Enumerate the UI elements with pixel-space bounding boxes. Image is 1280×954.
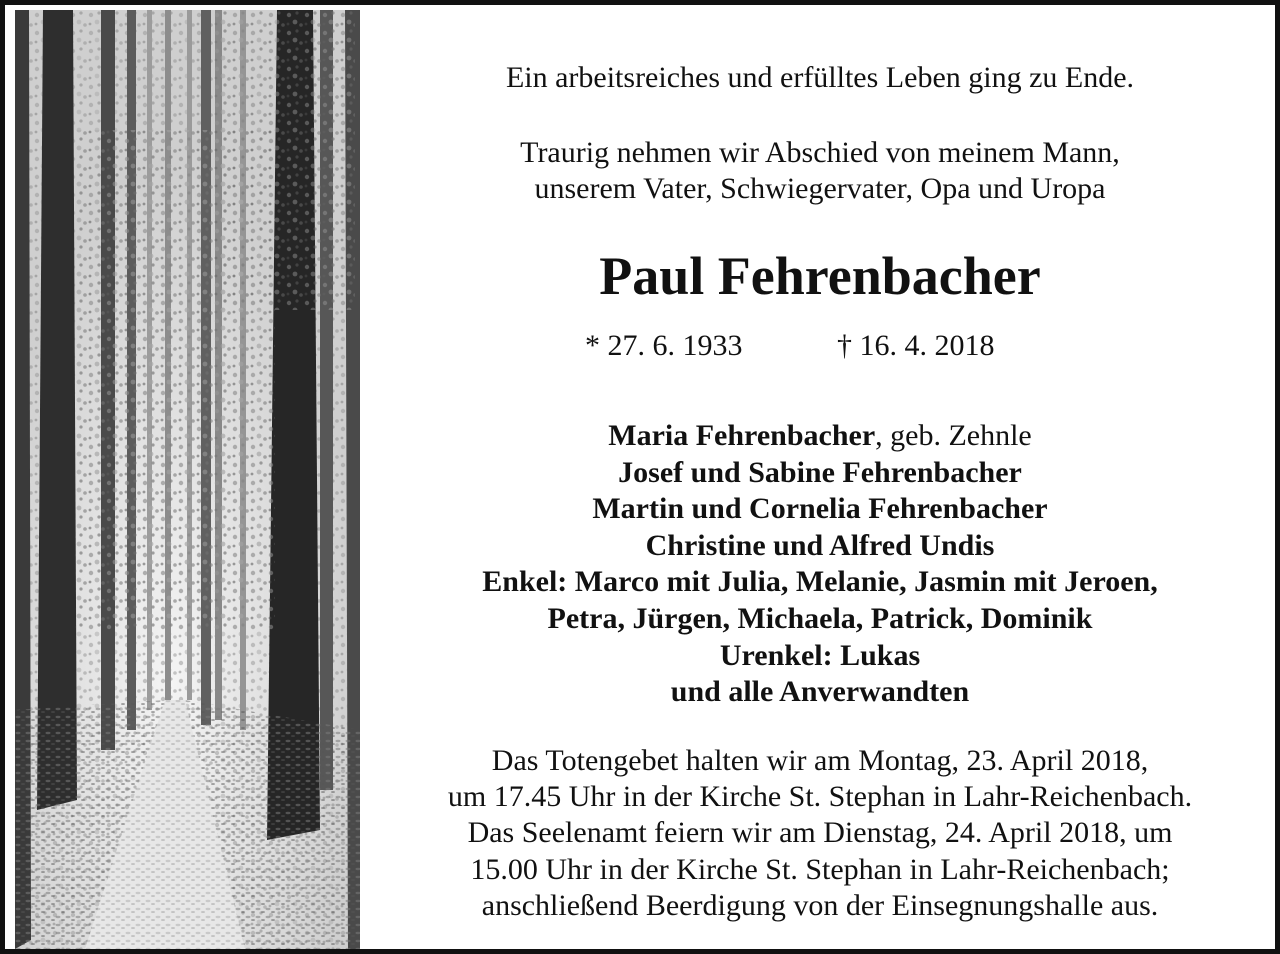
service-details [365,743,1275,924]
service-line: um 17.45 Uhr in der Kirche St. Stephan in Lahr-Reichenbach. [447,780,1193,814]
farewell-line-1: Traurig nehmen wir Abschied von meinem Mann, [520,136,1120,169]
mourner-line: Enkel: Marco mit Julia, Melanie, Jasmin mit Jeroen, [482,565,1158,599]
mourner-line: Martin und Cornelia Fehrenbacher [592,492,1048,526]
mourner-line: Petra, Jürgen, Michaela, Patrick, Dominik [547,601,1093,635]
mourners-list [365,418,1275,711]
mourner-line: und alle Anverwandten [670,675,970,709]
service-line: Das Seelenamt feiern wir am Dienstag, 24. April 2018, um [467,816,1173,850]
notice-text [365,10,1275,949]
death-date: † 16. 4. 2018 [837,329,995,362]
intro-line: Ein arbeitsreiches und erfülltes Leben ging zu Ende. [505,61,1135,94]
service-line: 15.00 Uhr in der Kirche St. Stephan in Lahr-Reichenbach; [470,852,1170,886]
service-line: Das Totengebet halten wir am Montag, 23. April 2018, [491,744,1149,777]
birth-date: * 27. 6. 1933 [585,329,743,362]
forest-path-photo [15,10,360,949]
mourner-line [365,418,1275,455]
forest-illustration [15,10,360,949]
mourner-line: Christine und Alfred Undis [645,528,995,562]
mourner-name: Maria Fehrenbacher [608,419,876,452]
mourner-line: Josef und Sabine Fehrenbacher [618,455,1022,489]
mourner-line: Urenkel: Lukas [719,638,921,672]
farewell-line-2: unserem Vater, Schwiegervater, Opa und Uropa [534,172,1106,205]
deceased-name: Paul Fehrenbacher [599,246,1041,306]
service-line: anschließend Beerdigung von der Einsegnungshalle aus. [481,888,1159,922]
mourner-maiden-name: , geb. Zehnle [875,419,1032,452]
